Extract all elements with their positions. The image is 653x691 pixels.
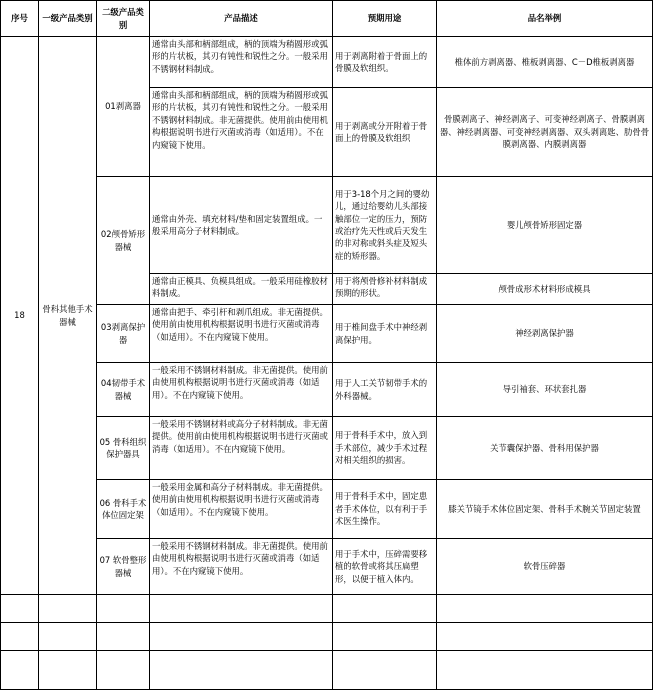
example-cell: 导引袖套、环状套扎器: [437, 363, 653, 417]
header-seq: 序号: [1, 1, 39, 37]
use-cell: 用于剥离附着于骨面上的骨膜及软组织。: [333, 37, 437, 88]
header-category-2: 二级产品类别: [97, 1, 150, 37]
header-intended-use: 预期用途: [333, 1, 437, 37]
category-2-cell: 03剥离保护器: [97, 305, 150, 363]
description-cell: 通常由头部和柄部组成，柄的顶端为稍圆形或弧形的片状板，其刃有钝性和锐性之分。一般采用不锈钢材料制成。: [150, 37, 333, 88]
category-1-cell: 骨科其他手术器械: [39, 37, 97, 595]
use-cell: 用于骨科手术中，固定患者手术体位，以有利于手术医生操作。: [333, 480, 437, 539]
example-cell: 软骨压碎器: [437, 539, 653, 595]
seq-number: 18: [1, 37, 39, 595]
table-row: [1, 539, 653, 595]
table-row: [1, 417, 653, 480]
description-cell: 一般采用不锈钢材料或高分子材料制成。非无菌提供。使用前由使用机构根据说明书进行灭菌或消毒（如适用）。不在内窥镜下使用。: [150, 417, 333, 480]
description-cell: 一般采用金属和高分子材料制成。非无菌提供。使用前由使用机构根据说明书进行灭菌或消毒（如适用）。不在内窥镜下使用。: [150, 480, 333, 539]
table-row: [1, 305, 653, 363]
use-cell: 用于人工关节韧带手术的外科器械。: [333, 363, 437, 417]
category-2-cell: 02颅骨矫形器械: [97, 177, 150, 305]
example-cell: 椎体前方剥离器、椎板剥离器、C－D椎板剥离器: [437, 37, 653, 88]
use-cell: 用于手术中，压碎需要移植的软骨或将其压扁塑形，以便于植入体内。: [333, 539, 437, 595]
example-cell: 婴儿颅骨矫形固定器: [437, 177, 653, 274]
category-2-cell: 05 骨科组织保护器具: [97, 417, 150, 480]
table-row: [1, 37, 653, 88]
category-2-cell: 04韧带手术器械: [97, 363, 150, 417]
example-cell: 关节囊保护器、骨科用保护器: [437, 417, 653, 480]
description-cell: 一般采用不锈钢材料制成。非无菌提供。使用前由使用机构根据说明书进行灭菌或消毒（如适用）。不在内窥镜下使用。: [150, 539, 333, 595]
category-2-cell: 07 软骨整形器械: [97, 539, 150, 595]
example-cell: 神经剥离保护器: [437, 305, 653, 363]
use-cell: 用于骨科手术中，放入到手术部位，减少手术过程对相关组织的损害。: [333, 417, 437, 480]
use-cell: 用于3-18个月之间的婴幼儿，通过给婴幼儿头部接触部位一定的压力，预防或治疗先天性或后天发生的非对称或斜头症及短头症的矫形器。: [333, 177, 437, 274]
header-description: 产品描述: [150, 1, 333, 37]
description-cell: 通常由正模具、负模具组成。一般采用硅橡胶材料制成。: [150, 274, 333, 305]
example-cell: 骨膜剥离子、神经剥离子、可变神经剥离子、骨膜剥离器、神经剥离器、可变神经剥离器、双头剥离匙、肋骨骨膜剥离器、内膜剥离器: [437, 88, 653, 177]
description-cell: 通常由头部和柄部组成，柄的顶端为稍圆形或弧形的片状板，其刃有钝性和锐性之分。一般采用不锈钢材料制成。非无菌提供。使用前由使用机构根据说明书进行灭菌或消毒（如适用）。不在内窥镜下使用。: [150, 88, 333, 177]
category-2-cell: 06 骨科手术体位固定架: [97, 480, 150, 539]
example-cell: 颅骨成形术材料形成模具: [437, 274, 653, 305]
description-cell: 通常由外壳、填充材料/垫和固定装置组成。一般采用高分子材料制成。: [150, 177, 333, 274]
use-cell: 用于椎间盘手术中神经剥离保护用。: [333, 305, 437, 363]
empty-row: [1, 651, 653, 690]
example-cell: 膝关节镜手术体位固定架、骨科手术腕关节固定装置: [437, 480, 653, 539]
table-row: [1, 177, 653, 274]
category-2-cell: 01剥离器: [97, 37, 150, 177]
header-category-1: 一级产品类别: [39, 1, 97, 37]
table-row: [1, 480, 653, 539]
description-cell: 一般采用不锈钢材料制成。非无菌提供。使用前由使用机构根据说明书进行灭菌或消毒（如适用）。不在内窥镜下使用。: [150, 363, 333, 417]
table-row: [1, 363, 653, 417]
use-cell: 用于剥离或分开附着于骨面上的骨膜及软组织: [333, 88, 437, 177]
description-cell: 通常由把手、牵引杆和剥爪组成。非无菌提供。使用前由使用机构根据说明书进行灭菌或消毒（如适用）。不在内窥镜下使用。: [150, 305, 333, 363]
empty-row: [1, 623, 653, 651]
header-row: [1, 1, 653, 37]
empty-row: [1, 595, 653, 623]
header-examples: 品名举例: [437, 1, 653, 37]
use-cell: 用于将颅骨修补材料制成预期的形状。: [333, 274, 437, 305]
